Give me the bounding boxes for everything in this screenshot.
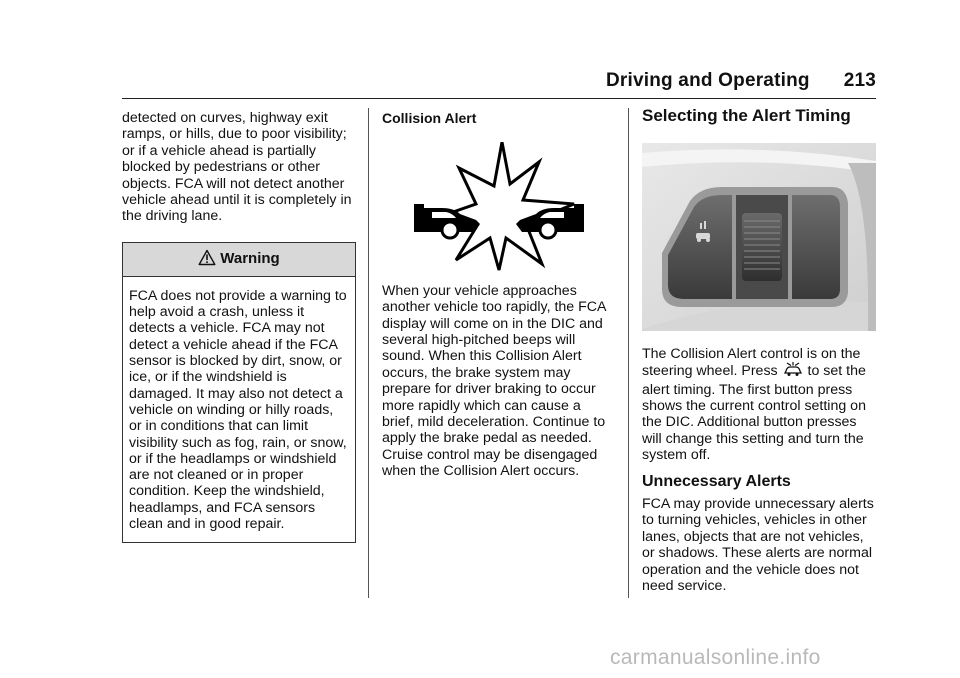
- warning-header: [123, 243, 355, 277]
- alert-timing-icon: [783, 362, 803, 381]
- intro-paragraph: detected on curves, highway exit ramps, or hills, due to poor visibility; or if a vehicle ahead is partially blocked by pedestrians or other objects. FCA will not detect another vehicle ahead until it is completely in the driving lane.: [122, 110, 352, 225]
- alert-timing-text-after: to set the alert timing. The first button press shows the current control setting on the DIC. Additional button presses will change this setting and turn the system off.: [642, 363, 866, 464]
- page-header: [606, 70, 876, 92]
- unnecessary-alerts-text: FCA may provide unnecessary alerts to turning vehicles, vehicles in other lanes, objects that are not vehicles, or shadows. These alerts are normal operation and the vehicle does not need service.: [642, 496, 874, 595]
- page-number: 213: [843, 70, 876, 91]
- column-divider-2: [628, 108, 629, 598]
- section-title: Driving and Operating: [605, 70, 810, 91]
- column-2: [382, 110, 614, 480]
- alert-timing-text-before: The Collision Alert control is on the steering wheel. Press: [642, 345, 861, 380]
- steering-wheel-controls-photo: [642, 143, 876, 335]
- warning-title: Warning: [220, 250, 280, 268]
- watermark: carmanualsonline.info: [610, 646, 821, 669]
- warning-box: [122, 242, 356, 543]
- column-3: [642, 106, 876, 595]
- caution-triangle-icon: [198, 249, 216, 270]
- unnecessary-alerts-heading: Unnecessary Alerts: [642, 472, 791, 490]
- column-1: [122, 110, 356, 543]
- collision-alert-heading: Collision Alert: [382, 110, 477, 126]
- collision-alert-icon: [414, 142, 614, 276]
- warning-text: FCA does not provide a warning to help avoid a crash, unless it detects a vehicle. FCA may not detect a vehicle ahead if the FCA sensor is blocked by dirt, snow, or ice, or if the windshield is damaged. It may also not detect a vehicle on winding or hilly roads, or in conditions that can limit visibility such as fog, rain, or snow, or if the headlamps or windshield are not cleaned or in proper condition. Keep the windshield, headlamps, and FCA sensors clean and in good repair.: [129, 287, 347, 532]
- header-divider: [122, 98, 876, 99]
- collision-alert-text: When your vehicle approaches another vehicle too rapidly, the FCA display will come on in the DIC and several high-pitched beeps will sound. When this Collision Alert occurs, the brake system may prepare for driver braking to occur more rapidly which can cause a brief, mild deceleration. Continue to apply the brake pedal as needed. Cruise control may be disengaged when the Collision Alert occurs.: [382, 282, 606, 480]
- column-divider-1: [368, 108, 369, 598]
- alert-timing-heading: Selecting the Alert Timing: [642, 106, 851, 125]
- alert-timing-text: [642, 346, 876, 464]
